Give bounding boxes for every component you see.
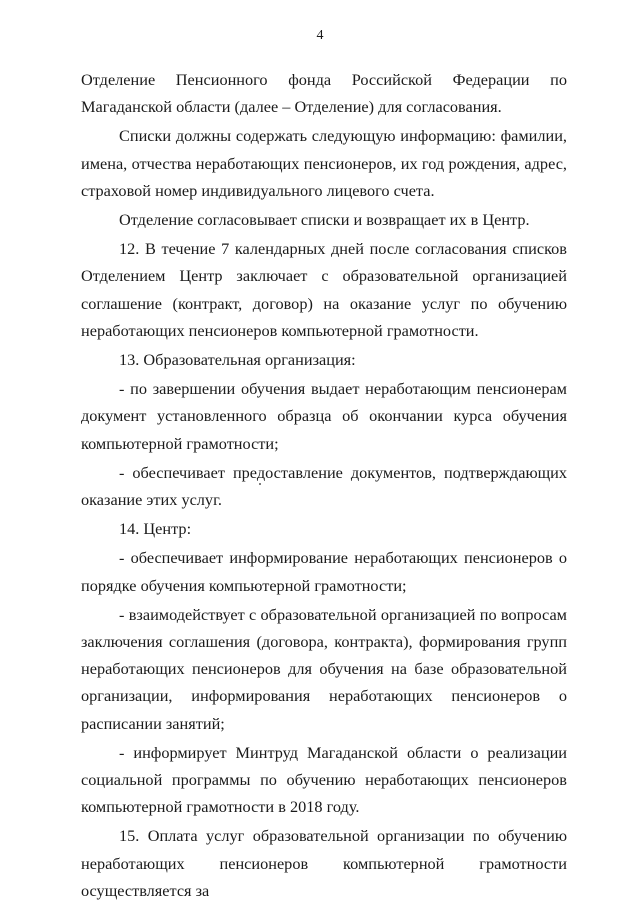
- paragraph-item-14-bullet-2: - взаимодействует с образовательной организацией по вопросам заключения соглашения (договора, контракта), формирования групп неработающих пенсионеров для обучения на базе образовательной организации, информирования неработающих пенсионеров о расписании занятий;: [81, 604, 567, 733]
- document-body: [81, 66, 567, 904]
- scan-speck: [259, 483, 261, 485]
- paragraph-item-13-bullet-2: - обеспечивает предоставление документов, подтверждающих оказание этих услуг.: [81, 462, 567, 510]
- paragraph-continuation: Отделение Пенсионного фонда Российской Федерации по Магаданской области (далее – Отделение) для согласования.: [81, 70, 567, 117]
- paragraph-item-13-bullet-1: - по завершении обучения выдает неработающим пенсионерам документ установленного образца об окончании курса обучения компьютерной грамотности;: [81, 379, 567, 453]
- paragraph-item-15: 15. Оплата услуг образовательной организации по обучению неработающих пенсионеров компьютерной грамотности осуществляется за: [81, 826, 567, 900]
- paragraph-item-13: 13. Образовательная организация:: [119, 350, 356, 370]
- paragraph-item-14-bullet-3: - информирует Минтруд Магаданской области о реализации социальной программы по обучению неработающих пенсионеров компьютерной грамотности в 2018 году.: [81, 742, 567, 817]
- paragraph-list-approval: Отделение согласовывает списки и возвращает их в Центр.: [119, 210, 530, 230]
- paragraph-item-14-bullet-1: - обеспечивает информирование неработающих пенсионеров о порядке обучения компьютерной грамотности;: [81, 548, 567, 595]
- paragraph-list-requirements: Списки должны содержать следующую информацию: фамилии, имена, отчества неработающих пенсионеров, их год рождения, адрес, страховой номер индивидуального лицевого счета.: [81, 126, 567, 200]
- paragraph-item-12: 12. В течение 7 календарных дней после согласования списков Отделением Центр заключает с образовательной организацией соглашение (контракт, договор) на оказание услуг по обучению неработающих пенсионеров компьютерной грамотности.: [81, 239, 567, 340]
- page-number: 4: [316, 28, 324, 43]
- paragraph-item-14: 14. Центр:: [119, 519, 192, 539]
